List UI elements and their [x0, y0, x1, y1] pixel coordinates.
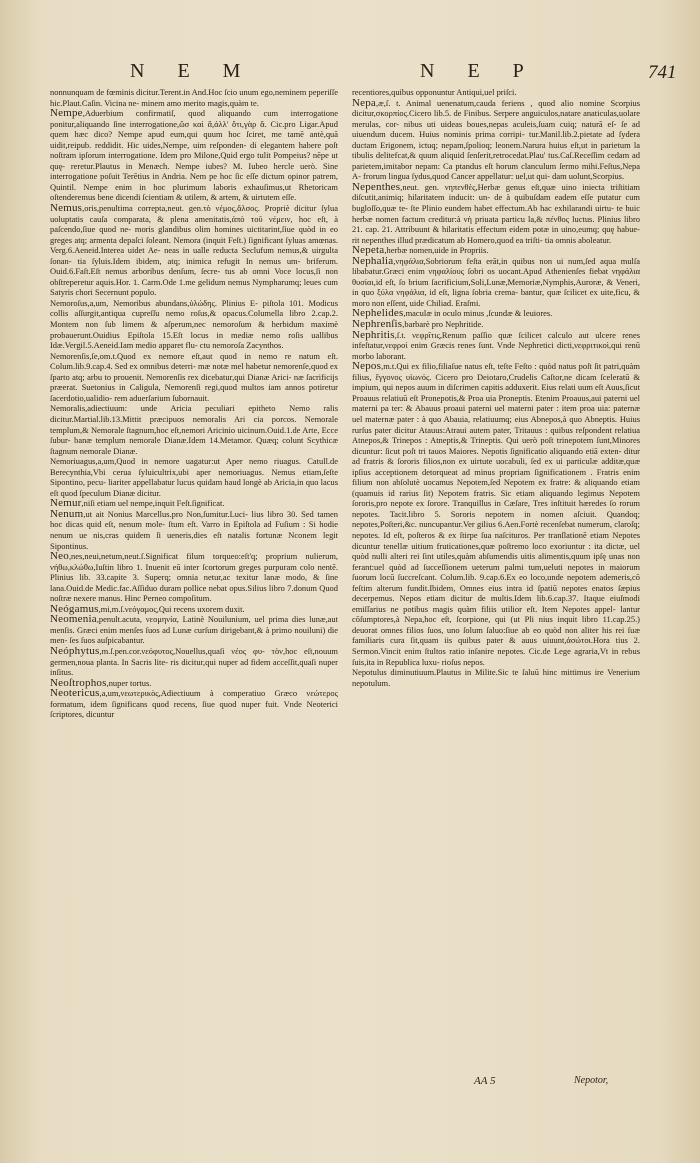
- dictionary-entry: [50, 509, 338, 551]
- dictionary-entry: [352, 319, 640, 330]
- dictionary-entry: [50, 551, 338, 604]
- entry-text: ,niſi etiam uel nempe,inquit Feſt.ſignificat.: [81, 498, 225, 509]
- entry-text: nonnunquam de fœminis dicitur.Terent.in And.Hoc ſcio unum ego,neminem peperiſſe hic.Plaut.Caſin. Vicina ne- minem amo merito magis,quàm te.: [50, 87, 338, 108]
- dictionary-entry: [50, 646, 338, 678]
- entry-text: ,m.t.Qui ex filio,filiaſue natus eſt, teſte Feſto : quòd natus poſt ſit patri,quàm filius, ἔγγονος υἱωνός. Cicero pro Deiotaro,Crudelis Caſtor,ne dicam ſceleratū & impium, qui nepos auum in diſcrimen capitis adduxerit. Eius relati uum eſt Auus,ſicut Proauus relatiuū eſt Pronepotis,& Proa uia Proneptis. Etenim Proauus,aui paterni uel materni pa ter: & Abauus proaui paterni uel materni pater : item proa uia: paternæ uel maternæ pater : à quo Abauia, relatiuumq; eius Abnepos,à quo Abneptis. Huius rurſus pater dicitur Atauus:Atraui autem pater, Tritauus : quibus reſpondent relatiua Atnepos,& Trinepos : Atneptis,& Trineptis. Qui uerò poſt trinepotem ſunt,Minores dicuntur: ſicut poſt tri tauos Maiores. Nepotis ſignificatio aliquando etiā exten- ditur ad fratris & ſororis filios,non ex uirtute uocabuli, ſed ex ui particulæ additæ,quæ ipſius acceptionem detorqueat ad minus propriam ſignificationem . Fratris enim filium non abſolutè uocamus Nepotem,ſed Nepotem ex fratre: & aliquando etiam (quamuis id rarius ſit) Nepotem fratris. Sic etiam aliquando legimus Nepotem ſororis,pro nepote ex ſorore. Tranquillus in Cæſare, Tres inſtituit hæredes ſo rorum nepotes. Tacit.libro 5. Sororis nepotem in nomen aſciuit. Quandoq; nepotes,Poſteri,&c. nuncupantur.Ver gilius 6.Aen.Fortè recenſebat numerum, claroſq; nepotes. Id eſt, poſteros & ex ſtirpe ſua naſcituros. Per tranſlationē etiam Nepotes dicuntur tenellæ uitium fruticationes,quæ poſtremo loco exoriuntur : ita dictæ, uel quòd nulli alteri rei ſint utiles,quàm abſumendis uitis alimentis,quum ipſę unas non ferant:uel quòd ad ſucceſſionem ueterum palmi tum,ueluti nepotes in maiorum ſuorum locū ſuccreſcant. Colum.lib. 9.cap.6.Ex eo loco,unde nepotem ademeris,cō feſtim alterum fundit.Ibidem, Omnes eius intra id ſpatiū nepotes enatos ſæpius decerpemus. Nepos etiam dicitur de multis.Idem lib.6.cap.37. Itaque eiuſmodi emiſſarius ne potibus magis quàm filiis utilior eſt. Item Nepotes appel- lantur cōſumptores,à Nepa,hoc eſt, ſcorpione, qui (ut Pli nius inquit libro 11.cap.25.) deuorat omnes filios ſuos, uno ſolum ſaluo:ſiue ab eo quòd non aliter his rei ſuæ familiaris cura ſit,quam iis quibus pater & auus uiuunt,ἀσώτοι.Hora tius 2. Sermon.Vincit enim ſtultos ratio inſanire nepotes. Cic.de Lege agraria,Vt in rebus ſuis,ita in Republica luxu- rioſus nepos.: [352, 361, 640, 667]
- entry-text: recentiores,quibus opponuntur Antiqui,uel priſci.: [352, 87, 517, 97]
- dictionary-entry: [352, 98, 640, 182]
- entry-text: ,maculæ in oculo minus ,ſcundæ & leuiores.: [403, 308, 553, 319]
- entry-headword: Nephrenſis: [352, 318, 403, 331]
- left-column: [50, 87, 338, 720]
- entry-headword: Nepeta: [352, 244, 385, 257]
- entry-headword: Nempe: [50, 107, 83, 120]
- entry-text: ,neut. gen. νηπενθὲς,Herbæ genus eſt,quæ uino iniecta triſtitiam diſcutit,animiq; hilaritatem inducit: un- de à quibuſdam eadem eſſe putatur cum bugloſſo,quæ te- ſte Plinio eundem habet effectum.Ab hac exhilarandi uirtu- te huic herbæ nomen factum creditur:à νὴ priuata particu la,& πένθος luctus. Plinius libro 21. cap. 21. Attribuunt & hilaritatis effectum eidem potæ in uino,eumq; quę habue- rit nepenthes illud prædicatum ab Homero,quod ea triſti- tia omnis aboleatur.: [352, 181, 640, 245]
- entry-headword: Nephelides: [352, 307, 404, 320]
- dictionary-entry: [352, 667, 640, 688]
- entry-headword: Neomenia: [50, 613, 97, 626]
- entry-headword: Neógamus: [50, 602, 99, 615]
- entry-text: ,ut ait Nonius Marcellus.pro Non,ſumitur.Luci- lius libro 30. Sed tamen hoc dicas quid eſt, nenum mole- ſtum eſt. Varro in Epiſtola ad Fuſium : Si hodie nenum ue nis,cras quidem ſi ueneris,dies eſt natalis fortunæ Nconem legit Sipontinus.: [50, 508, 338, 551]
- dictionary-entry: [50, 298, 338, 351]
- dictionary-entry: [50, 403, 338, 456]
- entry-headword: Nephritis: [352, 328, 395, 341]
- entry-text: ,mi,m.ſ.νεόγαμος,Qui recens uxorem duxit.: [98, 603, 245, 614]
- entry-headword: Neóphytus: [50, 644, 100, 657]
- entry-headword: Nemur: [50, 497, 82, 510]
- page-number: 741: [648, 62, 677, 83]
- entry-text: Nemoroſus,a,um, Nemoribus abundans,ὑλώδης. Plinius E- piſtola 101. Modicus collis aſſurgit,antiqua cupreſſu nemo roſus,& opacus.Columella libro 2.cap.2. Montem non ſub limem & aſperum,nec nemoroſum & herbidum maximè probauerunt.Ouidius Epiſtola 15.Eſt locus in mediæ nemo roſis uallibus Idæ.Vergil.5.Aeneid.Iam medio apparet flu- ctu nemoroſa Zacynthos.: [50, 297, 338, 351]
- dictionary-entry: [352, 361, 640, 667]
- dictionary-entry: [352, 87, 640, 98]
- dictionary-entry: [50, 87, 338, 108]
- entry-text: Nepotulus diminutiuum.Plautus in Milite.Sic te ſaluū hinc mittimus ire Venerium nepotulum.: [352, 667, 640, 688]
- entry-text: ,penult.acuta, νεομηνία, Latinè Nouilunium, uel prima dies lunæ,aut menſis. Græci enim menſes ſuos ad Lunæ curſum dirigebant,& à primo nouiluni) die men- ſes ſuos auſpicabantur.: [50, 614, 338, 646]
- dictionary-entry: [50, 614, 338, 646]
- entry-headword: Nepos: [352, 360, 382, 373]
- dictionary-entry: [50, 351, 338, 404]
- entry-headword: Nenum: [50, 507, 84, 520]
- catchword: Nepotor,: [574, 1075, 609, 1086]
- dictionary-entry: [50, 456, 338, 498]
- dictionary-entry: [50, 108, 338, 203]
- entry-headword: Nepa: [352, 96, 377, 109]
- entry-headword: Nephalia: [352, 254, 394, 267]
- running-head-left: N E M: [130, 60, 255, 82]
- dictionary-entry: [50, 688, 338, 720]
- entry-text: Nemoralis,adiectiuum: unde Aricia peculiari epitheto Nemo ralis dicitur.Martial.lib.13.Mittit præcipuos nemoralis Ari cia porcos. Nemorale templum,& Nemorale ſtagnum,hoc eſt,nemori Aricinio uicinum.Ouid.1.de Arte, Ecce ſubur- banæ templum nemorale Dianæ.Idem 14.Metamor. Quæq; colunt Scythicæ ſtagnum nemorale Dianæ.: [50, 403, 338, 456]
- entry-text: ,barbarè pro Nephritide.: [402, 319, 484, 330]
- dictionary-entry: [352, 182, 640, 245]
- entry-text: ,nes,neui,netum,neut.ſ.Significat filum torqueo:eſt'q; proprium nulierum, νήθω,κλώθω,Iuſtin libro 1. Inuenit eū inter ſcortorum greges purpuram colo nentē. Plinius lib. 33.capite 3. Superq; omnia netur,ac texitur lanæ modo, & ſine lana.Ouid.de Medic.fac.Aſſiduo duram pollice nebat opus.Silius libro 7.donum Quod noſtræ nexere manus. Hinc Perneo compoſitum.: [50, 551, 338, 604]
- entry-text: Nemoriuagus,a,um,Quod in nemore uagatur:ut Aper nemo riuagus. Catull.de Berecynthia,Vbi cerua ſyluicultrix,ubi aper nemoriuagus. Nemus etiam,ſeſte Sipontino, pecu- liariter appellabatur lucus quidam haud longè ab Aricia,in quo lacus eſt quod ſpeculum Dianæ dicitur.: [50, 456, 338, 498]
- dictionary-entry: [352, 245, 640, 256]
- entry-headword: Nemus: [50, 202, 83, 215]
- dictionary-entry: [352, 256, 640, 309]
- entry-text: ,a,um,νεωτερικὸς,Adiectiuum à comperatiuo Græco νεώτερος formatum, idem ſignificans quod recens, ſiue quod nuper fuit. Vnde Neoterici ſcriptores, dicuntur: [50, 688, 338, 720]
- entry-headword: Neoſtrophos: [50, 676, 107, 689]
- entry-headword: Nepenthes: [352, 180, 401, 193]
- entry-text: Nemorenſis,ſe,om.t.Quod ex nemore eſt,aut quod in nemo re natum eſt. Colum.lib.9.cap.4. Sed ex omnibus deterri- mæ notæ mel habetur nemorenſe,quod ex ſparto atq; arbu to prouenit. Nemorenſis rex dicebatur,qui Dianæ Arici- næ ſacrificijs præerat. Suetonius in Caligula, Nemorenſi regi,quod multos iam annos potiretur ſacerdotio,ualidio- rem aduerſarium ſubornauit.: [50, 350, 338, 403]
- dictionary-entry: [50, 498, 338, 509]
- right-column: [352, 87, 640, 688]
- signature-mark: AA 5: [474, 1075, 496, 1087]
- entry-text: ,m.ſ.pen.cor.νεόφυτος,Nouellus,quaſi νέος φυ- τὸν,hoc eſt,nouum germen,noua planta. In Sacris lite- ris dicitur,qui nuper ad fidem acceſſit,quaſi nuper inſitus.: [50, 645, 338, 678]
- entry-text: ,Aduerbium confirmatiſ, quod aliquando cum interrogatione ponitur,aliquando ſine interrogatione,ὥσ καὶ ἅ,ἀλλ' ὅτι,γὰρ ἄ. Cic.pro Ligar.Apud quem hæc dico? Nempe apud eum,qui quum hoc ſciret, me tamē antè,quā uidit,reipub. reddidit. Hic uides,Nempe, uim reſponden- di elegantem habere poſt noſtram ipſorum interrogatione. Idem pro Milone,Quid ergo tulit Pompeius? nēpe ut quę- reretur.Plautus in Menæch. Nempe iubes? M. Iubeo hercle uerò. Sine interrogatione poſuit Terētius in Andria. Nem pe hoc ſic eſſe dictum opinor patrem, Quintil. Nempe enim in hoc plurimum laboris exhauſimus,ut Rhetoricam oſtenderemus bene dicendi ſcientiam & utilem, & artem, & uirtutem eſſe.: [50, 108, 338, 203]
- entry-text: ,æ,ſ. t. Animal uenenatum,cauda feriens , quod alio nomine Scorpius dicitur,σκορπίος.Cicero lib.5. de Finibus. Serpere anguiculos,natare anaticulas,uolare merulas, cor- nibus uti uideas boues,nepas aculeis,ſuam cuiq; naturā eſ- ſe ad uiuendum ducem. Huius nominis prima corripi- tur.Manil.lib.2.pietate ad ſydera ductam Erigonem, ictuq; nepam,ſpolioq; leonem.Narura huius eſt,ut in parietum la tibulis delitefcat,& quum aliquid ſenſerit,retrocedat.Plau' tus.Caſ.Receſſim cedam ad parietem,imitabor nepam: Ca ptandus eſt horum clanculum ſermo mihi.Feſtus,Nepa A- frorum lingua ſydus,quod Cancer appellatur: uel,ut qui- dam uolunt,Scorpius.: [352, 97, 640, 182]
- entry-text: ,herbæ nomen,uide in Propriis.: [384, 245, 489, 256]
- entry-text: ,nuper tortus.: [106, 677, 152, 688]
- running-head-right: N E P: [420, 60, 538, 82]
- entry-headword: Neo: [50, 550, 69, 563]
- entry-text: ,ſ.t. νεφρῖτις,Renum paſſio quæ ſcilicet calculo aut ulcere renes infeſtatur,νεφροὶ enim Græcis renes ſunt. Vnde Nephretici dicti,νεφριτικοὶ,qui renū morbo laborant.: [352, 329, 640, 361]
- entry-text: ,νηφάλια,Sobriorum feſta erāt,in quibus non ui num,ſed aqua mulſa libabatur.Græci enim νηφαλίους ſobri os uocant.Apud Athenienſes fiebat νηφάλια θυσίαι,id eſt, ſo brium ſacrificium,Soli,Lunæ,Memoriæ,Nymphis,Auroræ, & Veneri, in quo ξύλα νηφάλια, id eſt, ligna ſobria crema- bantur, quæ ſcilicet ex uite,ficu, & moro non eſſent, uide Chiliad. Eraſmi.: [352, 255, 640, 308]
- entry-headword: Neotericus: [50, 687, 100, 700]
- dictionary-entry: [50, 203, 338, 298]
- entry-text: ,oris,penultima correpta,neut. gen.τὸ νέμος,ἄλσος. Propriè dicitur ſylua uoluptatis cauſa comparata, & plena amenitatis,ἀπὸ τοῦ νέμειν, hoc eſt, à paſcendo,ſiue quod ne- moris glandibus olim homines uictitarint,ſiue quòd in eo greges atq; armenta depaſci ſoleant. Nemora (inquit Feſt.) ſignificant ſyluas amœnas. Verg.6.Aeneid.Interea uidet Ae- neas in ualle reducta Seclufum nemus,& uirgulta ſonan- tia ſyluis.Idem ibidem, atq; inimica refugit In nemus um- briferum. Ouid.6.Faſt.Eſt nemus arboribus denſum, ſecre- tus ab omni Voce locus,ſi non obſtreperetur aquis.Hor. 1. Carm.Ode 1.me gelidum nemus Nympharumq; leues cum Satyris chori Secernunt populo.: [50, 203, 338, 298]
- dictionary-entry: [352, 330, 640, 362]
